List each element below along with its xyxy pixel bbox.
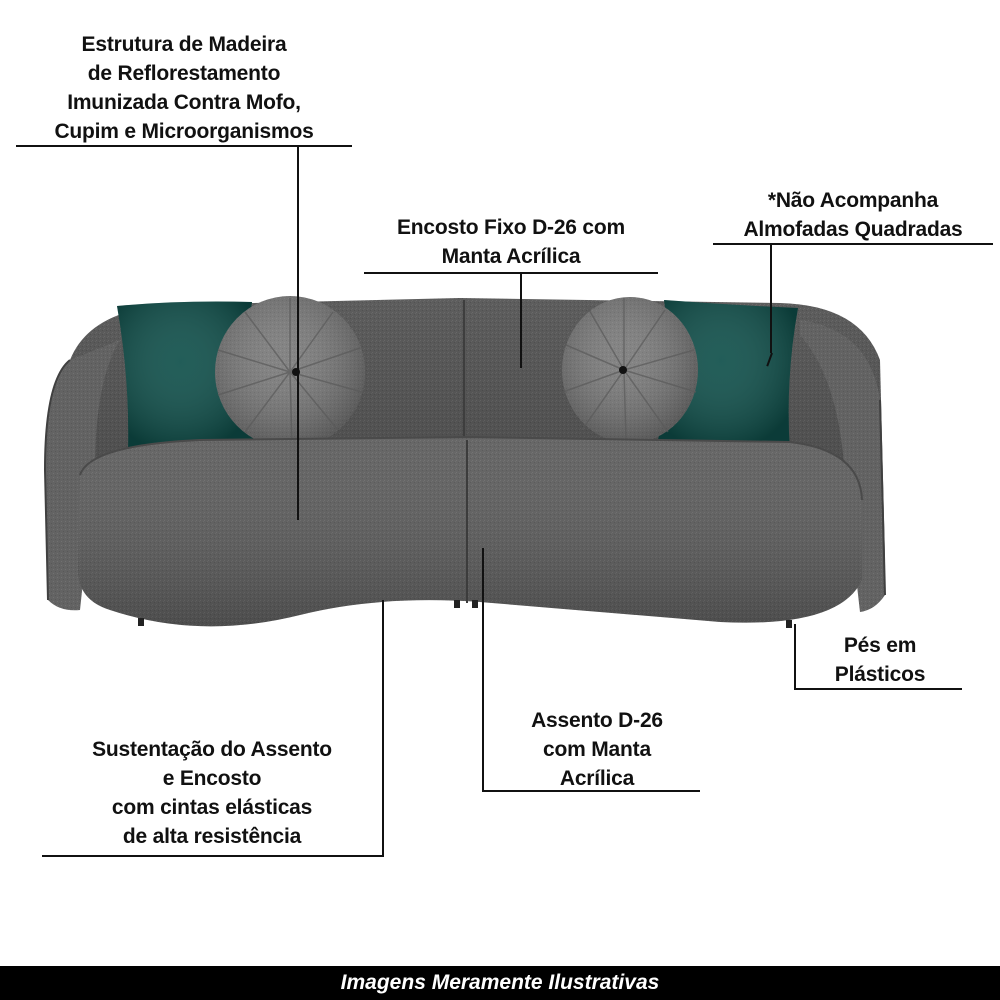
seat-cushions <box>78 437 862 626</box>
label-assento: Assento D-26 com Manta Acrílica <box>531 709 663 790</box>
leader-sustentacao-h <box>42 855 384 857</box>
round-pillow-right <box>562 297 698 443</box>
leader-encosto-h <box>364 272 658 274</box>
label-estrutura: Estrutura de Madeira de Reflorestamento Imunizada Contra Mofo, Cupim e Microorganismos <box>54 33 314 143</box>
leader-estrutura-v <box>297 145 299 520</box>
footer-bar <box>0 966 1000 1000</box>
label-sustentacao: Sustentação do Assento e Encosto com cintas elásticas de alta resistência <box>92 738 332 848</box>
leader-almofadas-v <box>770 243 772 353</box>
label-almofadas: *Não Acompanha Almofadas Quadradas <box>743 189 963 241</box>
label-encosto: Encosto Fixo D-26 com Manta Acrílica <box>396 216 625 268</box>
footer-disclaimer: Imagens Meramente Ilustrativas <box>340 971 660 994</box>
leader-pes-v <box>794 624 796 690</box>
leader-encosto-v <box>520 272 522 368</box>
leader-assento-v <box>482 548 484 792</box>
round-pillow-left <box>215 296 365 448</box>
label-pes: Pés em Plásticos <box>834 634 926 686</box>
